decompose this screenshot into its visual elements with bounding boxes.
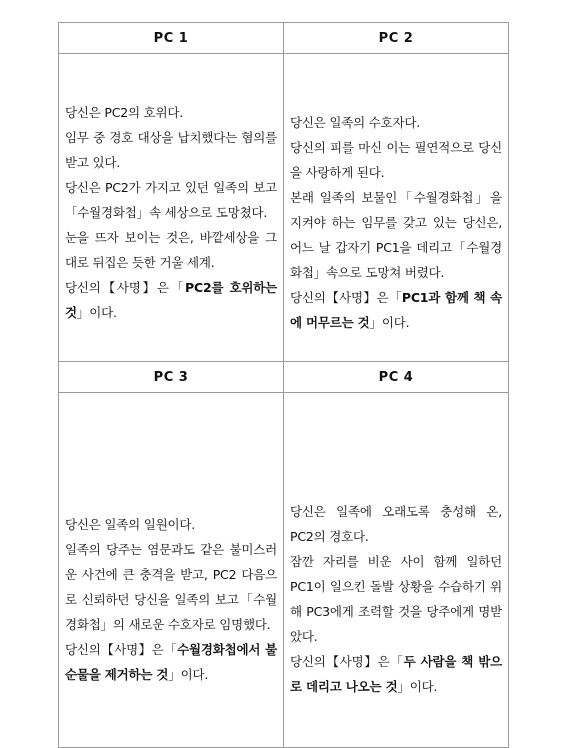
pc1-header: PC 1 — [59, 23, 284, 54]
pc3-paragraph: 일족의 당주는 염문과도 같은 불미스러운 사건에 큰 충격을 받고, PC2 다음으로 신뢰하던 당신을 일족의 보고「수월경화첩」의 새로운 수호자로 임명했다. — [65, 541, 277, 632]
pc3-mission: 당신의【사명】은「수월경화첩에서 불순물을 제거하는 것」이다. — [65, 641, 277, 682]
pc4-paragraph: 잠깐 자리를 비운 사이 함께 일하던 PC1이 일으킨 돌발 상황을 수습하기 위해 PC3에게 조력할 것을 당주에게 명받았다. — [290, 554, 502, 644]
pc4-mission: 당신의【사명】은「두 사람을 책 밖으로 데리고 나오는 것」이다. — [290, 654, 502, 694]
pc4-mission-text: 두 사람을 책 밖으로 데리고 나오는 것 — [290, 654, 502, 694]
pc3-mission-text: 수월경화첩에서 불순물을 제거하는 것 — [65, 641, 277, 682]
pc1-mission: 당신의【사명】은「PC2를 호위하는 것」이다. — [65, 280, 277, 320]
pc1-paragraph: 임무 중 경호 대상을 납치했다는 혐의를 받고 있다. — [65, 130, 277, 170]
pc2-mission-text: PC1과 함께 책 속에 머무르는 것 — [290, 290, 502, 330]
pc-handout-table — [58, 22, 509, 748]
pc1-paragraph: 당신은 PC2가 가지고 있던 일족의 보고「수월경화첩」속 세상으로 도망쳤다. — [65, 180, 277, 220]
pc3-cell — [59, 393, 284, 748]
pc2-header: PC 2 — [284, 23, 509, 54]
pc2-paragraph: 본래 일족의 보물인「수월경화첩」을 지켜야 하는 임무를 갖고 있는 당신은, 어느 날 갑자기 PC1을 데리고「수월경화첩」속으로 도망쳐 버렸다. — [290, 190, 502, 280]
pc4-paragraph: 당신은 일족에 오래도록 충성해 온, PC2의 경호다. — [290, 504, 502, 544]
pc2-paragraph: 당신의 피를 마신 이는 필연적으로 당신을 사랑하게 된다. — [290, 140, 502, 180]
pc4-cell — [284, 393, 509, 748]
pc1-paragraph: 당신은 PC2의 호위다. — [65, 105, 184, 120]
pc1-paragraph: 눈을 뜨자 보이는 것은, 바깥세상을 그대로 뒤집은 듯한 거울 세계. — [65, 230, 277, 270]
pc3-header: PC 3 — [59, 362, 284, 393]
pc2-paragraph: 당신은 일족의 수호자다. — [290, 115, 421, 130]
pc2-mission: 당신의【사명】은「PC1과 함께 책 속에 머무르는 것」이다. — [290, 290, 502, 330]
pc3-paragraph: 당신은 일족의 일원이다. — [65, 516, 196, 532]
pc1-mission-text: PC2를 호위하는 것 — [65, 280, 277, 320]
pc1-cell — [59, 54, 284, 362]
pc4-header: PC 4 — [284, 362, 509, 393]
pc2-cell — [284, 54, 509, 362]
